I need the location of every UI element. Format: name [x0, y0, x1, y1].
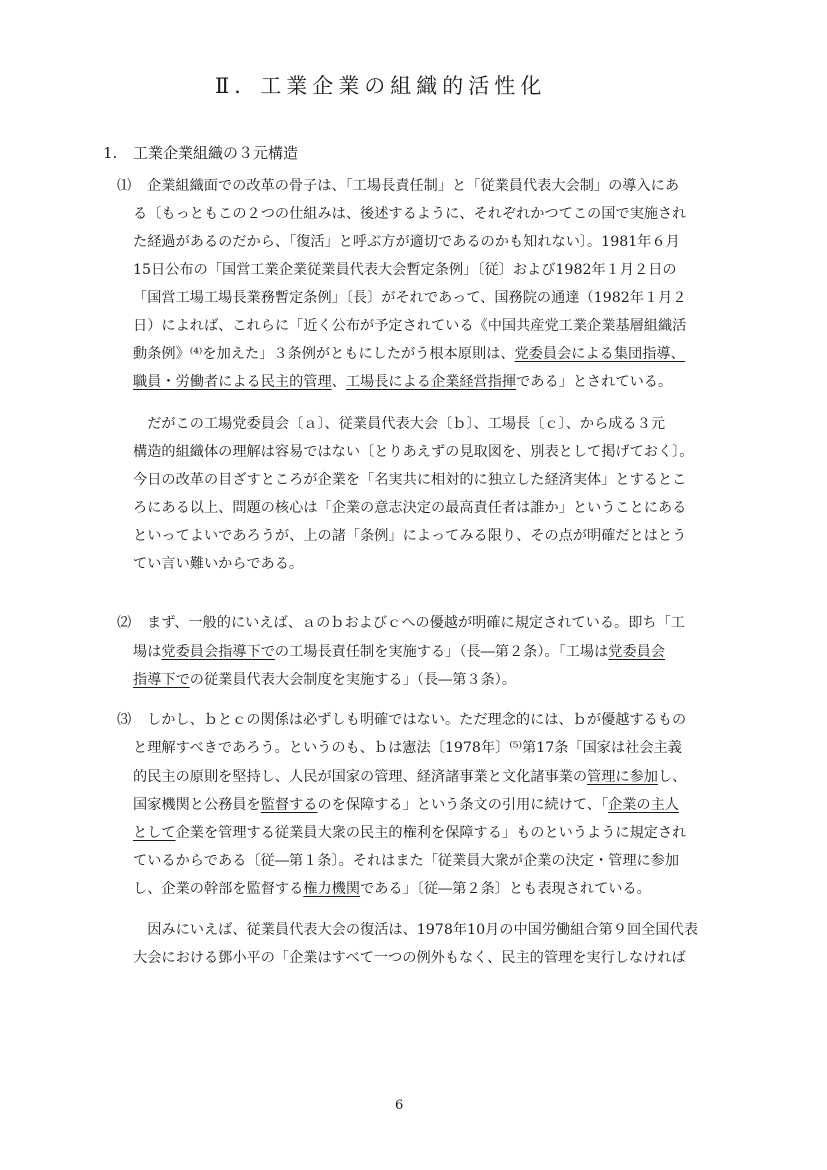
text-line: 「国営工場工場長業務暫定条例」〔長〕がそれであって、国務院の通達（1982年１月２ [133, 290, 687, 306]
text-segment: 、 [331, 374, 346, 390]
section-number: 1. [103, 144, 118, 162]
text-segment: 的民主の原則を堅持し、人民が国家の管理、経済諸事業と文化諸事業の [133, 769, 588, 785]
underlined-text: 企業の主人 [608, 797, 679, 813]
chapter-title: Ⅱ．工業企業の組織的活性化 [215, 74, 547, 98]
text-segment: の工場長責任制を実施する」（長―第２条）。「工場は [274, 644, 609, 660]
underlined-text: 党委員会 [608, 644, 666, 660]
text-line [133, 880, 651, 898]
text-line: といってよいであろうが、上の諸「条例」によってみる限り、その点が明確だとはとう [133, 528, 687, 544]
text-line [133, 643, 665, 661]
underlined-text: 職員・労働者による民主的管理 [133, 374, 332, 390]
paragraph-marker: ⑴ [117, 178, 132, 194]
text-segment: の従業員代表大会制度を実施する」（長―第３条）。 [189, 672, 517, 688]
text-line [133, 824, 686, 842]
text-line: 大会における鄧小平の「企業はすべて一つの例外もなく、民主的管理を実行しなければ [133, 950, 686, 966]
text-line: 企業組織面での改革の骨子は、「工場長責任制」と「従業員代表大会制」の導入にあ [147, 178, 680, 194]
page-number: 6 [395, 1098, 404, 1113]
underlined-text: 監督する [260, 797, 318, 813]
underlined-text: 管理に参加 [587, 769, 658, 785]
underlined-text: 工場長による企業経営指揮 [345, 374, 517, 390]
text-line: 今日の改革の目ざすところが企業を「名実共に相対的に独立した経済実体」とするとこ [133, 472, 687, 488]
text-line [133, 345, 685, 363]
text-segment: 動条例》⁽⁴⁾を加えた」３条例がともにしたがう根本原則は、 [133, 346, 515, 362]
text-line [133, 796, 679, 814]
text-line: た経過があるのだから、「復活」と呼ぶ方が適切であるのかも知れない〕。1981年６月 [133, 234, 680, 250]
underlined-text: として [133, 825, 176, 841]
text-line: まず、一般的にいえば、ａのｂおよびｃへの優越が明確に規定されている。即ち「工 [147, 615, 685, 631]
text-segment: のを保障する」という条文の引用に続けて、「 [317, 797, 609, 813]
underlined-text: 党委員会による集団指導、 [514, 346, 685, 362]
text-segment: である」〔従―第２条〕とも表現されている。 [360, 881, 651, 897]
text-line: と理解すべきであろう。というのも、ｂは憲法〔1978年〕⁽⁵⁾第17条「国家は社会主義 [133, 740, 682, 756]
text-line: 因みにいえば、従業員代表大会の復活は、1978年10月の中国労働組合第９回全国代表 [133, 922, 698, 938]
text-segment: し、 [657, 769, 687, 785]
text-line: ろにある以上、問題の核心は「企業の意志決定の最高責任者は誰か」ということにある [133, 500, 687, 516]
section-title: 工業企業組織の３元構造 [133, 144, 299, 162]
text-line [133, 373, 672, 391]
text-line [133, 671, 516, 689]
underlined-text: 党委員会指導下で [161, 644, 275, 660]
text-segment: 国家機関と公務員を [133, 797, 261, 813]
text-segment: 場は [133, 644, 162, 660]
text-line: 日）によれば、これらに「近く公布が予定されている《中国共産党工業企業基層組織活 [133, 318, 687, 334]
text-line [133, 768, 686, 786]
text-segment: である」とされている。 [516, 374, 673, 390]
text-line: ているからである〔従―第１条〕。それはまた「従業員大衆が企業の決定・管理に参加 [133, 853, 680, 869]
section-heading [103, 142, 298, 163]
paragraph-marker: ⑶ [117, 712, 132, 728]
text-line: だがこの工場党委員会〔ａ〕、従業員代表大会〔ｂ〕、工場長〔ｃ〕、から成る３元 [133, 416, 666, 432]
underlined-text: 権力機関 [303, 881, 361, 897]
underlined-text: 指導下で [133, 672, 190, 688]
text-line: しかし、ｂとｃの関係は必ずしも明確ではない。ただ理念的には、ｂが優越するもの [147, 712, 687, 728]
text-segment: し、企業の幹部を監督する [133, 881, 304, 897]
text-line: 15日公布の「国営工業企業従業員代表大会暫定条例」〔従〕および1982年１月２日の [133, 262, 677, 278]
text-line: てい言い難いからである。 [133, 556, 304, 572]
text-segment: 企業を管理する従業員大衆の民主的権利を保障する」ものというように規定され [175, 825, 687, 841]
text-line: 構造的組織体の理解は容易ではない〔とりあえずの見取図を、別表として掲げておく〕。 [133, 444, 694, 460]
paragraph-marker: ⑵ [117, 615, 132, 631]
text-line: る〔もっともこの２つの仕組みは、後述するように、それぞれかつてこの国で実施され [133, 206, 687, 222]
